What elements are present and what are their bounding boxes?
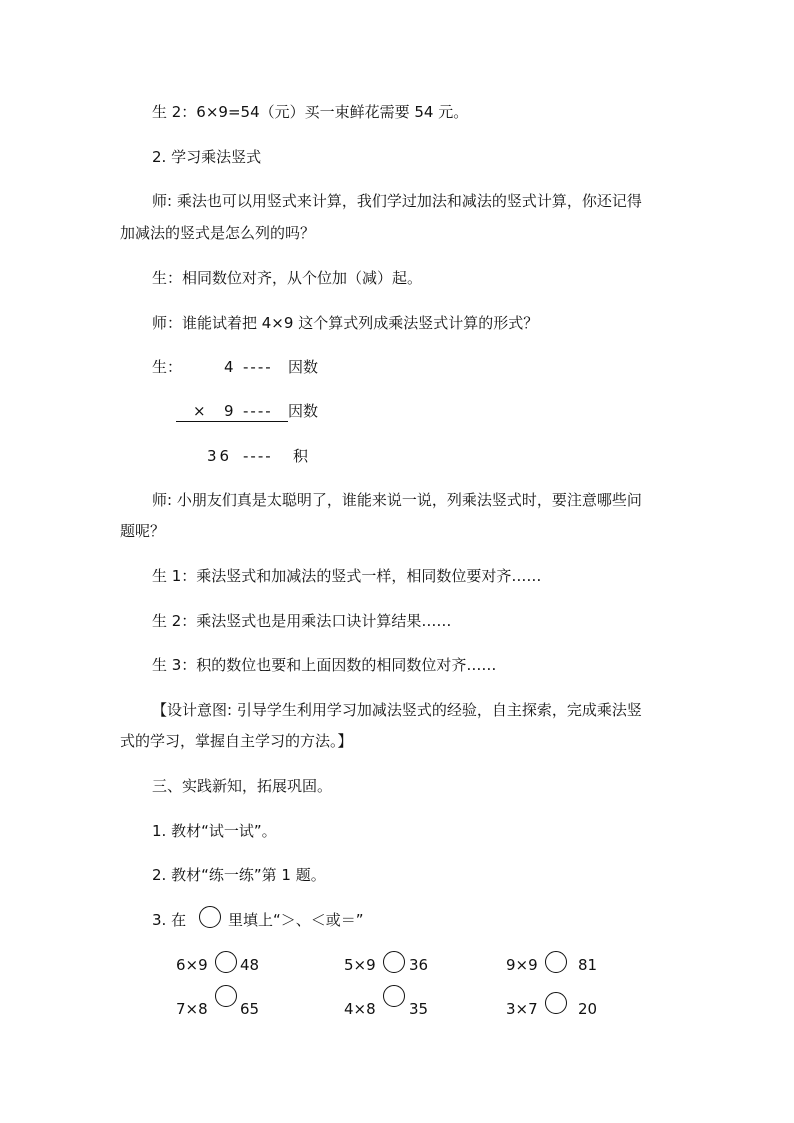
comparison-right: 20 <box>578 1000 598 1018</box>
answer-circle[interactable] <box>215 985 237 1007</box>
factor-1-label: 因数 <box>288 358 319 376</box>
practice-item-1: 1. 教材“试一试”。 <box>152 822 277 840</box>
exercise-3-instruction: 里填上“＞、＜或＝” <box>228 911 364 929</box>
teacher-question-line-2: 加减法的竖式是怎么列的吗？ <box>120 224 316 242</box>
vertical-speaker: 生： <box>152 358 183 376</box>
times-sign: × <box>193 402 206 420</box>
comparison-right: 65 <box>240 1000 260 1018</box>
teacher-prompt-4x9: 师：谁能试着把 4×9 这个算式列成乘法竖式计算的形式？ <box>152 314 539 332</box>
answer-circle[interactable] <box>545 992 567 1014</box>
comparison-right: 35 <box>409 1000 429 1018</box>
answer-circle[interactable] <box>383 985 405 1007</box>
teacher-followup-line-1: 师: 小朋友们真是太聪明了，谁能来说一说，列乘法竖式时，要注意哪些问 <box>152 491 642 509</box>
comparison-right: 36 <box>409 956 429 974</box>
factor-2-digit: 9 <box>224 402 234 420</box>
comparison-right: 48 <box>240 956 260 974</box>
product-digits: 36 <box>207 447 233 465</box>
teacher-followup-line-2: 题呢？ <box>120 522 166 540</box>
product-label: 积 <box>293 447 309 465</box>
exercise-3-prefix: 3. 在 <box>152 911 187 929</box>
practice-item-2: 2. 教材“练一练”第 1 题。 <box>152 866 326 884</box>
student-1-note: 生 1：乘法竖式和加减法的竖式一样，相同数位要对齐…… <box>152 567 542 585</box>
section-heading-vertical-multiplication: 2. 学习乘法竖式 <box>152 148 262 166</box>
student-answer-alignment: 生：相同数位对齐，从个位加（减）起。 <box>152 269 423 287</box>
factor-1-dash: ---- <box>243 358 273 376</box>
comparison-left: 5×9 <box>344 956 376 974</box>
answer-circle[interactable] <box>215 951 237 973</box>
example-answer-circle <box>199 906 221 928</box>
student-2-answer: 生 2：6×9=54（元）买一束鲜花需要 54 元。 <box>152 103 469 121</box>
comparison-left: 3×7 <box>506 1000 538 1018</box>
factor-2-label: 因数 <box>288 402 319 420</box>
design-intent-line-1: 【设计意图: 引导学生利用学习加减法竖式的经验，自主探索，完成乘法竖 <box>152 701 642 719</box>
vertical-underline <box>176 421 288 422</box>
factor-2-dash: ---- <box>243 402 273 420</box>
teacher-question-line-1: 师: 乘法也可以用竖式来计算，我们学过加法和减法的竖式计算，你还记得 <box>152 192 642 210</box>
factor-1-digit: 4 <box>224 358 234 376</box>
student-3-note: 生 3：积的数位也要和上面因数的相同数位对齐…… <box>152 656 497 674</box>
student-2-note: 生 2：乘法竖式也是用乘法口诀计算结果…… <box>152 612 452 630</box>
comparison-right: 81 <box>578 956 598 974</box>
comparison-left: 6×9 <box>176 956 208 974</box>
answer-circle[interactable] <box>383 951 405 973</box>
product-dash: ---- <box>243 447 273 465</box>
design-intent-line-2: 式的学习，掌握自主学习的方法。】 <box>120 732 353 750</box>
comparison-left: 9×9 <box>506 956 538 974</box>
section-heading-practice: 三、实践新知，拓展巩固。 <box>152 777 333 795</box>
answer-circle[interactable] <box>545 951 567 973</box>
comparison-left: 7×8 <box>176 1000 208 1018</box>
comparison-left: 4×8 <box>344 1000 376 1018</box>
